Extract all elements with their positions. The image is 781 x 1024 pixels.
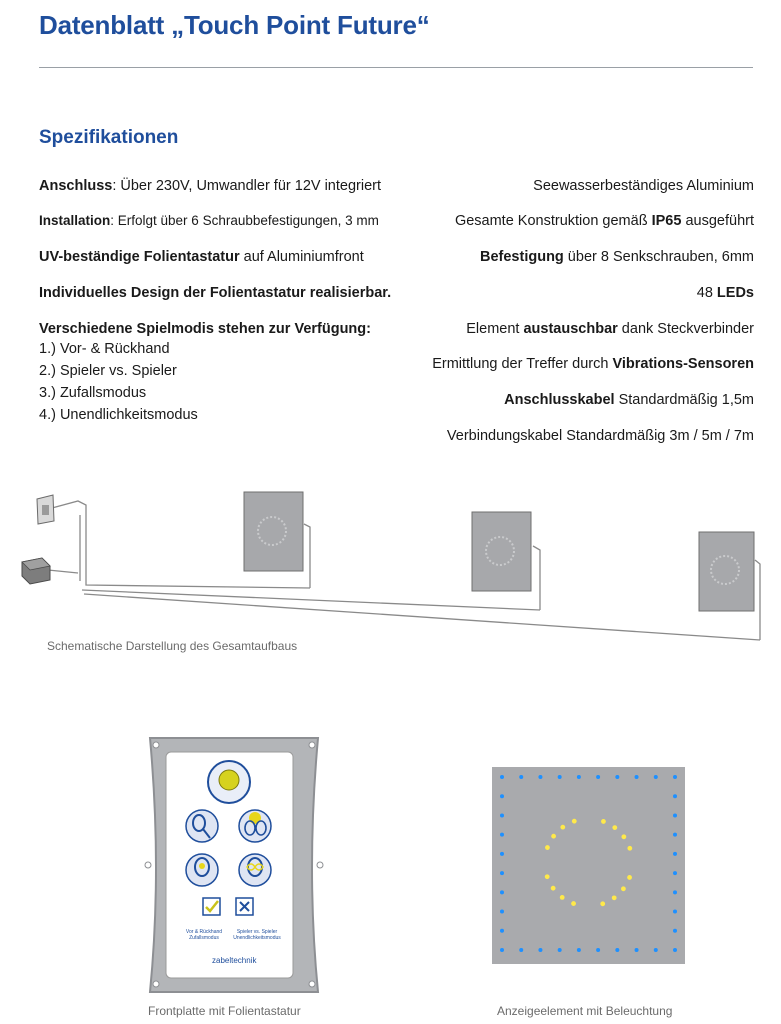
- led-dot: [558, 775, 562, 779]
- spec-text: dank Steckverbinder: [617, 321, 754, 337]
- spec-label: Befestigung: [480, 249, 564, 265]
- led-dot: [500, 871, 504, 875]
- led-dot: [500, 794, 504, 798]
- spec-label: Anschluss: [39, 178, 113, 194]
- led-dot: [560, 825, 565, 830]
- spec-label: Anschlusskabel: [504, 392, 615, 408]
- list-item: 4.) Unendlichkeitsmodus: [39, 407, 198, 423]
- spec-text: 48: [696, 285, 717, 301]
- led-dot: [673, 929, 677, 933]
- led-dot: [601, 819, 606, 824]
- led-dot: [545, 845, 550, 850]
- spec-text: ausgeführt: [681, 213, 754, 229]
- led-dot: [545, 874, 550, 879]
- spec-text: Gesamte Konstruktion gemäß: [454, 213, 652, 229]
- led-dot: [673, 852, 677, 856]
- led-dot: [500, 833, 504, 837]
- spec-verbindungskabel: Verbindungskabel Standardmäßig 3m / 5m / 7m: [446, 428, 754, 444]
- led-dot: [615, 948, 619, 952]
- led-dot: [621, 834, 626, 839]
- led-dot: [673, 775, 677, 779]
- led-dot: [612, 825, 617, 830]
- led-dot: [577, 775, 581, 779]
- led-dot: [627, 846, 632, 851]
- keypad-label-line: Zufallsmodus: [189, 935, 219, 941]
- spec-text: Individuelles Design der Folientastatur realisierbar.: [39, 285, 392, 301]
- list-item: 3.) Zufallsmodus: [39, 385, 147, 401]
- spec-label: IP65: [651, 213, 682, 229]
- page-title: Datenblatt „Touch Point Future“: [39, 10, 430, 40]
- spec-label: Installation: [39, 213, 111, 228]
- led-dot: [635, 775, 639, 779]
- led-dot: [673, 833, 677, 837]
- led-dot: [538, 948, 542, 952]
- spec-text: : Über 230V, Umwandler für 12V integriert: [112, 178, 381, 194]
- spec-label: Vibrations-Sensoren: [612, 356, 754, 372]
- keypad-label-line: Spieler vs. Spieler: [236, 929, 278, 935]
- led-dot: [560, 895, 565, 900]
- led-dot: [500, 948, 504, 952]
- led-dot: [612, 895, 617, 900]
- spec-material: Seewasserbeständiges Aluminium: [533, 178, 754, 194]
- led-dot: [558, 948, 562, 952]
- led-dot: [572, 819, 577, 824]
- led-dot: [600, 901, 605, 906]
- led-dot: [500, 929, 504, 933]
- led-panel: [492, 767, 685, 964]
- schematic-caption: Schematische Darstellung des Gesamtaufbaus: [47, 639, 298, 653]
- spec-label: UV-beständige Folientastatur: [39, 249, 240, 265]
- led-dot: [673, 813, 677, 817]
- led-dot: [673, 890, 677, 894]
- led-dot: [596, 775, 600, 779]
- led-dot: [577, 948, 581, 952]
- led-dot: [673, 794, 677, 798]
- list-item: 2.) Spieler vs. Spieler: [39, 363, 177, 379]
- spec-text: Ermittlung der Treffer durch: [432, 356, 613, 372]
- led-dot: [500, 775, 504, 779]
- led-dot: [551, 834, 556, 839]
- frontplate-caption: Frontplatte mit Folientastatur: [148, 1004, 301, 1018]
- led-dot: [635, 948, 639, 952]
- spec-text: über 8 Senkschrauben, 6mm: [563, 249, 754, 265]
- spec-label: LEDs: [716, 285, 754, 301]
- display-caption: Anzeigeelement mit Beleuchtung: [497, 1004, 673, 1018]
- led-dot: [673, 948, 677, 952]
- led-dot: [615, 775, 619, 779]
- led-dot: [500, 890, 504, 894]
- spec-label: austauschbar: [523, 321, 618, 337]
- led-dot: [519, 775, 523, 779]
- keypad-label-line: Vor & Rückhand: [185, 929, 223, 935]
- spec-text: Verschiedene Spielmodis stehen zur Verfügung:: [39, 321, 371, 337]
- section-title: Spezifikationen: [39, 127, 179, 148]
- led-dot: [519, 948, 523, 952]
- led-dot: [654, 775, 658, 779]
- led-dot: [627, 875, 632, 880]
- led-dot: [673, 871, 677, 875]
- led-dot: [654, 948, 658, 952]
- led-dot: [596, 948, 600, 952]
- led-dot: [621, 886, 626, 891]
- led-dot: [551, 886, 556, 891]
- list-item: 1.) Vor- & Rückhand: [39, 341, 170, 357]
- spec-text: Standardmäßig 1,5m: [614, 392, 754, 408]
- keypad-label-line: Unendlichkeitsmodus: [233, 935, 281, 941]
- led-dot: [500, 910, 504, 914]
- led-dot: [571, 901, 576, 906]
- spec-text: Element: [466, 321, 524, 337]
- led-dot: [673, 910, 677, 914]
- spec-text: : Erfolgt über 6 Schraubbefestigungen, 3 mm: [110, 213, 379, 228]
- brand-logo: zabeltechnik: [212, 956, 257, 965]
- led-dot: [538, 775, 542, 779]
- led-dot: [500, 852, 504, 856]
- spec-text: auf Aluminiumfront: [239, 249, 364, 265]
- led-dot: [500, 813, 504, 817]
